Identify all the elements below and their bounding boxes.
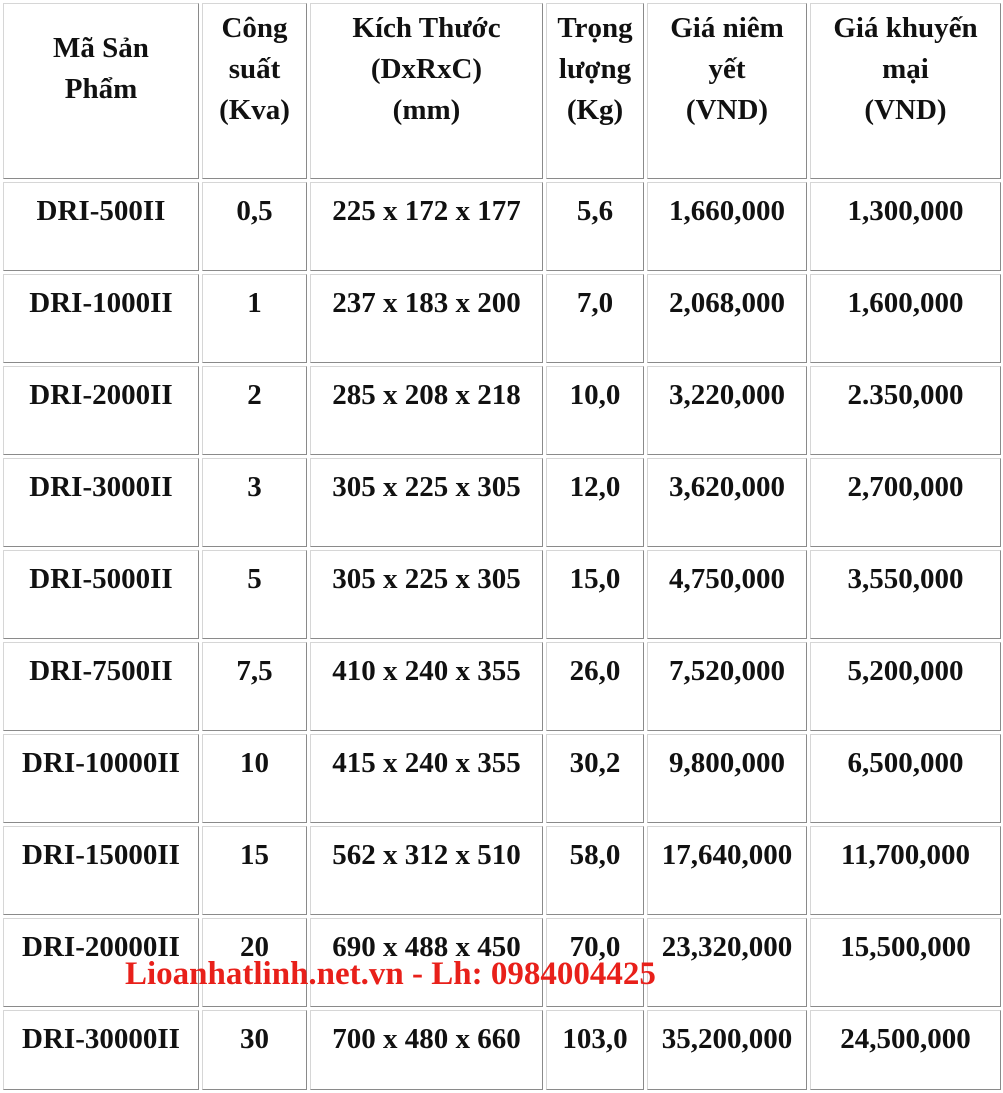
cell-dimensions: 562 x 312 x 510 xyxy=(310,826,543,915)
header-line: (Kg) xyxy=(566,94,624,126)
table-row xyxy=(3,734,1001,823)
cell-promo-price: 3,550,000 xyxy=(810,550,1001,639)
header-product-code xyxy=(3,3,199,179)
table-row xyxy=(3,642,1001,731)
cell-weight: 30,2 xyxy=(546,734,644,823)
header-line: (mm) xyxy=(392,94,461,126)
cell-weight: 70,0 xyxy=(546,918,644,1007)
cell-weight: 26,0 xyxy=(546,642,644,731)
header-line: Giá khuyến xyxy=(833,12,978,44)
table-row xyxy=(3,1010,1001,1090)
cell-promo-price: 11,700,000 xyxy=(810,826,1001,915)
header-line: mại xyxy=(882,53,929,85)
cell-product-code: DRI-5000II xyxy=(3,550,199,639)
cell-promo-price: 24,500,000 xyxy=(810,1010,1001,1090)
cell-promo-price: 15,500,000 xyxy=(810,918,1001,1007)
cell-product-code: DRI-20000II xyxy=(3,918,199,1007)
cell-promo-price: 6,500,000 xyxy=(810,734,1001,823)
cell-power: 3 xyxy=(202,458,307,547)
header-line: (VND) xyxy=(685,94,769,126)
cell-list-price: 2,068,000 xyxy=(647,274,807,363)
table-row xyxy=(3,826,1001,915)
header-row xyxy=(3,3,1001,179)
cell-power: 7,5 xyxy=(202,642,307,731)
header-line: (DxRxC) xyxy=(370,53,483,85)
cell-list-price: 4,750,000 xyxy=(647,550,807,639)
cell-weight: 103,0 xyxy=(546,1010,644,1090)
cell-weight: 10,0 xyxy=(546,366,644,455)
cell-dimensions: 285 x 208 x 218 xyxy=(310,366,543,455)
cell-promo-price: 1,300,000 xyxy=(810,182,1001,271)
cell-power: 5 xyxy=(202,550,307,639)
header-line: Trọng xyxy=(557,12,633,44)
cell-power: 10 xyxy=(202,734,307,823)
cell-dimensions: 700 x 480 x 660 xyxy=(310,1010,543,1090)
table-row xyxy=(3,182,1001,271)
cell-weight: 12,0 xyxy=(546,458,644,547)
cell-product-code: DRI-2000II xyxy=(3,366,199,455)
cell-list-price: 9,800,000 xyxy=(647,734,807,823)
header-line: Công xyxy=(221,12,288,44)
header-line: (VND) xyxy=(864,94,947,126)
cell-list-price: 17,640,000 xyxy=(647,826,807,915)
cell-dimensions: 305 x 225 x 305 xyxy=(310,550,543,639)
table-row xyxy=(3,366,1001,455)
cell-list-price: 3,220,000 xyxy=(647,366,807,455)
header-line: lượng xyxy=(558,53,632,85)
header-line: yết xyxy=(708,53,746,85)
table-row xyxy=(3,458,1001,547)
cell-power: 20 xyxy=(202,918,307,1007)
cell-product-code: DRI-15000II xyxy=(3,826,199,915)
header-line: Phẩm xyxy=(64,73,138,105)
table-row xyxy=(3,550,1001,639)
cell-list-price: 35,200,000 xyxy=(647,1010,807,1090)
header-weight xyxy=(546,3,644,179)
cell-list-price: 7,520,000 xyxy=(647,642,807,731)
cell-dimensions: 305 x 225 x 305 xyxy=(310,458,543,547)
cell-dimensions: 410 x 240 x 355 xyxy=(310,642,543,731)
cell-product-code: DRI-1000II xyxy=(3,274,199,363)
header-line: (Kva) xyxy=(219,94,290,126)
cell-product-code: DRI-500II xyxy=(3,182,199,271)
cell-product-code: DRI-7500II xyxy=(3,642,199,731)
watermark-contact-text: Lioanhatlinh.net.vn - Lh: 0984004425 xyxy=(125,956,656,992)
cell-weight: 5,6 xyxy=(546,182,644,271)
header-list-price xyxy=(647,3,807,179)
header-line: Kích Thước xyxy=(352,12,501,44)
cell-promo-price: 1,600,000 xyxy=(810,274,1001,363)
header-line: Mã Sản xyxy=(53,32,149,64)
header-power xyxy=(202,3,307,179)
cell-list-price: 1,660,000 xyxy=(647,182,807,271)
cell-list-price: 3,620,000 xyxy=(647,458,807,547)
cell-weight: 15,0 xyxy=(546,550,644,639)
cell-dimensions: 225 x 172 x 177 xyxy=(310,182,543,271)
cell-product-code: DRI-30000II xyxy=(3,1010,199,1090)
cell-dimensions: 237 x 183 x 200 xyxy=(310,274,543,363)
cell-product-code: DRI-3000II xyxy=(3,458,199,547)
cell-promo-price: 5,200,000 xyxy=(810,642,1001,731)
table-row xyxy=(3,274,1001,363)
header-line: Giá niêm xyxy=(670,12,784,44)
header-line: suất xyxy=(228,53,281,85)
cell-list-price: 23,320,000 xyxy=(647,918,807,1007)
cell-power: 30 xyxy=(202,1010,307,1090)
cell-power: 1 xyxy=(202,274,307,363)
cell-dimensions: 690 x 488 x 450 xyxy=(310,918,543,1007)
cell-weight: 58,0 xyxy=(546,826,644,915)
cell-power: 0,5 xyxy=(202,182,307,271)
cell-power: 2 xyxy=(202,366,307,455)
cell-product-code: DRI-10000II xyxy=(3,734,199,823)
header-promo-price xyxy=(810,3,1001,179)
cell-weight: 7,0 xyxy=(546,274,644,363)
cell-power: 15 xyxy=(202,826,307,915)
cell-promo-price: 2,700,000 xyxy=(810,458,1001,547)
cell-dimensions: 415 x 240 x 355 xyxy=(310,734,543,823)
header-dimensions xyxy=(310,3,543,179)
cell-promo-price: 2.350,000 xyxy=(810,366,1001,455)
